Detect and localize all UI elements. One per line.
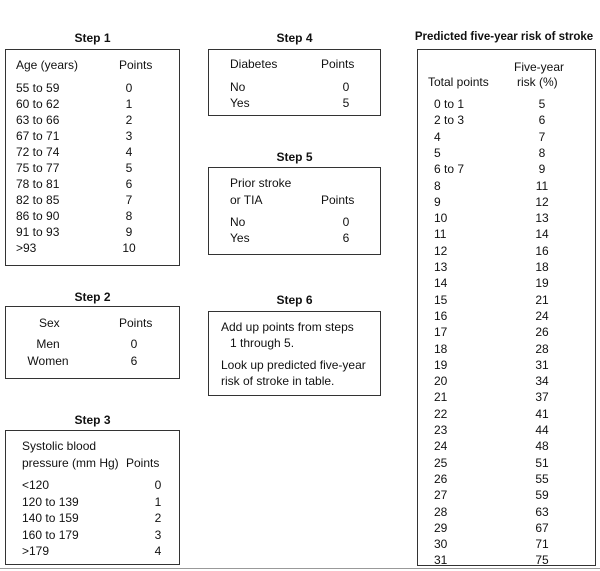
step1-header-points: Points	[119, 58, 153, 72]
step6-line3: Look up predicted five-year	[221, 358, 366, 372]
step1-value: 5	[125, 161, 133, 175]
risk-value: 51	[535, 455, 549, 470]
risk-row	[434, 210, 594, 226]
step5-label: Yes	[230, 231, 250, 245]
risk-label: 4	[434, 129, 441, 144]
risk-row	[434, 308, 594, 324]
risk-label: 30	[434, 537, 448, 552]
risk-row	[434, 96, 594, 112]
risk-label: 26	[434, 471, 448, 486]
risk-value: 24	[535, 308, 549, 323]
step1-value: 7	[125, 193, 133, 207]
risk-label: 13	[434, 260, 448, 274]
step3-header-line2	[22, 455, 177, 471]
risk-value: 7	[538, 129, 546, 144]
step6-line1: Add up points from steps	[221, 320, 354, 334]
step4-title: Step 4	[276, 31, 313, 45]
risk-label: 22	[434, 406, 448, 421]
step5-header-line2	[230, 192, 380, 208]
step1-value: 8	[125, 209, 133, 223]
step5-row	[230, 230, 380, 246]
step3-value: 4	[154, 544, 162, 558]
risk-value: 18	[535, 260, 549, 274]
step3-header-line1: Systolic blood	[22, 439, 97, 453]
step4-value: 5	[342, 96, 350, 110]
risk-label: 2 to 3	[434, 113, 465, 128]
risk-label: 8	[434, 178, 441, 193]
step3-row	[22, 543, 177, 559]
risk-value: 26	[535, 325, 549, 340]
step5-header-tia: or TIA	[230, 193, 263, 207]
risk-value: 48	[535, 439, 549, 454]
risk-label: 10	[434, 211, 448, 226]
risk-label: 9	[434, 194, 441, 209]
risk-label: 6 to 7	[434, 162, 465, 177]
risk-value: 63	[535, 504, 549, 519]
step1-row	[16, 80, 176, 96]
risk-label: 0 to 1	[434, 97, 465, 111]
step6-line2: 1 through 5.	[230, 336, 295, 350]
step2-label: Women	[27, 354, 69, 368]
step1-label: 78 to 81	[16, 177, 60, 191]
step1-row	[16, 112, 176, 128]
step2-value: 0	[130, 337, 138, 351]
step2-header	[6, 315, 181, 331]
risk-label: 15	[434, 292, 448, 307]
step1-value: 10	[122, 241, 136, 255]
risk-row	[434, 373, 594, 389]
step4-table	[208, 49, 381, 116]
step3-value: 1	[154, 494, 162, 509]
step1-row	[16, 176, 176, 192]
step4-header-diabetes: Diabetes	[230, 57, 278, 71]
risk-label: 24	[434, 439, 448, 454]
step2-label: Men	[36, 337, 60, 351]
step4-value: 0	[342, 80, 350, 94]
step5-value: 0	[342, 215, 350, 229]
risk-row	[434, 341, 594, 357]
risk-value: 59	[535, 488, 549, 503]
step1-row	[16, 160, 176, 176]
step1-label: 75 to 77	[16, 161, 60, 175]
step5-header-line1: Prior stroke	[230, 176, 292, 190]
step1-label: 82 to 85	[16, 193, 60, 207]
risk-table	[417, 49, 596, 566]
step3-header-pressure: pressure (mm Hg)	[22, 456, 119, 470]
step2-value: 6	[130, 354, 138, 368]
step1-row	[16, 96, 176, 112]
risk-label: 21	[434, 390, 448, 405]
step6-line4: risk of stroke in table.	[221, 374, 335, 388]
step5-title: Step 5	[276, 150, 313, 164]
step5-value: 6	[342, 231, 350, 245]
risk-value: 21	[535, 292, 549, 307]
risk-row	[434, 487, 594, 503]
risk-header-risk-line1: Five-year	[514, 60, 565, 74]
risk-label: 12	[434, 243, 448, 258]
risk-row	[434, 178, 594, 194]
step2-header-points: Points	[119, 316, 153, 330]
risk-row	[434, 438, 594, 454]
step1-row	[16, 240, 176, 256]
risk-value: 31	[535, 357, 549, 372]
step3-label: 140 to 159	[22, 511, 79, 525]
risk-value: 5	[538, 97, 546, 111]
step3-header-points: Points	[126, 456, 160, 470]
risk-row	[434, 259, 594, 275]
step3-label: 160 to 179	[22, 527, 79, 542]
step1-value: 2	[125, 113, 133, 127]
risk-value: 67	[535, 520, 549, 535]
risk-row	[434, 145, 594, 161]
risk-label: 18	[434, 341, 448, 356]
step2-title: Step 2	[74, 290, 111, 304]
risk-row	[434, 292, 594, 308]
risk-value: 11	[535, 178, 549, 193]
risk-row	[434, 504, 594, 520]
risk-row	[434, 455, 594, 471]
step3-row	[22, 527, 177, 543]
risk-value: 8	[538, 145, 546, 160]
step3-row	[22, 477, 177, 493]
step5-row	[230, 214, 380, 230]
risk-label: 14	[434, 276, 448, 291]
risk-row	[434, 194, 594, 210]
step2-row	[6, 336, 181, 352]
risk-row	[434, 520, 594, 536]
step3-value: 0	[154, 478, 162, 492]
step1-value: 6	[125, 177, 133, 191]
risk-row	[434, 406, 594, 422]
step1-row	[16, 144, 176, 160]
risk-label: 29	[434, 520, 448, 535]
risk-label: 28	[434, 504, 448, 519]
risk-label: 27	[434, 488, 448, 503]
risk-value: 71	[535, 537, 549, 552]
risk-row	[434, 357, 594, 373]
step1-value: 1	[125, 97, 133, 111]
risk-label: 17	[434, 325, 448, 340]
step3-row	[22, 510, 177, 526]
step1-title: Step 1	[74, 31, 111, 45]
risk-value: 14	[535, 227, 549, 242]
step6-instructions	[208, 311, 381, 396]
risk-header-line2	[428, 74, 593, 90]
risk-row	[434, 552, 594, 568]
step4-row	[230, 79, 380, 95]
step1-label: 67 to 71	[16, 129, 60, 143]
step2-table	[5, 306, 180, 379]
step4-header-points: Points	[321, 57, 355, 71]
risk-label: 19	[434, 357, 448, 372]
step4-label: Yes	[230, 96, 250, 110]
risk-value: 6	[538, 113, 546, 128]
risk-row	[434, 324, 594, 340]
step3-value: 2	[154, 511, 162, 525]
step5-header-points: Points	[321, 193, 355, 207]
step5-table	[208, 167, 381, 255]
step1-value: 9	[125, 225, 133, 239]
step3-value: 3	[154, 527, 162, 542]
risk-row	[434, 243, 594, 259]
step4-row	[230, 95, 380, 111]
risk-label: 31	[434, 553, 448, 568]
risk-label: 16	[434, 308, 448, 323]
step4-header	[230, 56, 380, 72]
risk-label: 23	[434, 423, 448, 437]
step3-row	[22, 494, 177, 510]
step1-table	[5, 49, 180, 266]
risk-header-total: Total points	[428, 75, 489, 89]
step1-label: >93	[16, 241, 37, 255]
risk-value: 41	[535, 406, 549, 421]
risk-row	[434, 389, 594, 405]
step3-label: >179	[22, 544, 50, 558]
step1-label: 91 to 93	[16, 225, 60, 239]
bottom-rule	[0, 568, 600, 569]
step5-label: No	[230, 215, 246, 229]
risk-value: 34	[535, 374, 549, 389]
step1-value: 4	[125, 145, 133, 159]
risk-label: 11	[434, 227, 447, 242]
step2-row	[6, 353, 181, 369]
risk-row	[434, 161, 594, 177]
step1-label: 63 to 66	[16, 113, 60, 127]
step1-row	[16, 128, 176, 144]
step1-label: 72 to 74	[16, 145, 60, 159]
risk-label: 20	[434, 374, 448, 389]
step1-value: 3	[125, 129, 133, 143]
risk-value: 28	[535, 341, 549, 356]
risk-value: 12	[535, 194, 549, 209]
step1-row	[16, 224, 176, 240]
risk-value: 13	[535, 211, 549, 226]
risk-row	[434, 536, 594, 552]
step1-value: 0	[125, 81, 133, 95]
risk-label: 5	[434, 145, 441, 160]
risk-value: 75	[535, 553, 549, 568]
step1-label: 55 to 59	[16, 81, 60, 95]
step1-row	[16, 208, 176, 224]
risk-value: 44	[535, 423, 549, 437]
risk-value: 9	[538, 162, 546, 177]
risk-value: 16	[535, 243, 549, 258]
step1-header	[16, 57, 176, 73]
risk-title: Predicted five-year risk of stroke	[414, 31, 594, 43]
step3-label: 120 to 139	[22, 494, 79, 509]
risk-label: 25	[434, 455, 448, 470]
risk-row	[434, 422, 594, 438]
risk-row	[434, 112, 594, 128]
step3-label: <120	[22, 478, 50, 492]
step4-label: No	[230, 80, 246, 94]
step1-header-age: Age (years)	[16, 58, 79, 72]
risk-row	[434, 129, 594, 145]
risk-row	[434, 226, 594, 242]
step1-row	[16, 192, 176, 208]
risk-row	[434, 471, 594, 487]
risk-value: 19	[535, 276, 549, 291]
step1-label: 60 to 62	[16, 97, 60, 111]
risk-value: 55	[535, 471, 549, 486]
risk-header-risk-line2: risk (%)	[517, 75, 558, 89]
step3-title: Step 3	[74, 413, 111, 427]
risk-row	[434, 275, 594, 291]
step6-title: Step 6	[276, 293, 313, 307]
step2-header-sex: Sex	[39, 316, 60, 330]
step1-label: 86 to 90	[16, 209, 60, 223]
risk-value: 37	[535, 390, 549, 405]
step3-table	[5, 430, 180, 565]
